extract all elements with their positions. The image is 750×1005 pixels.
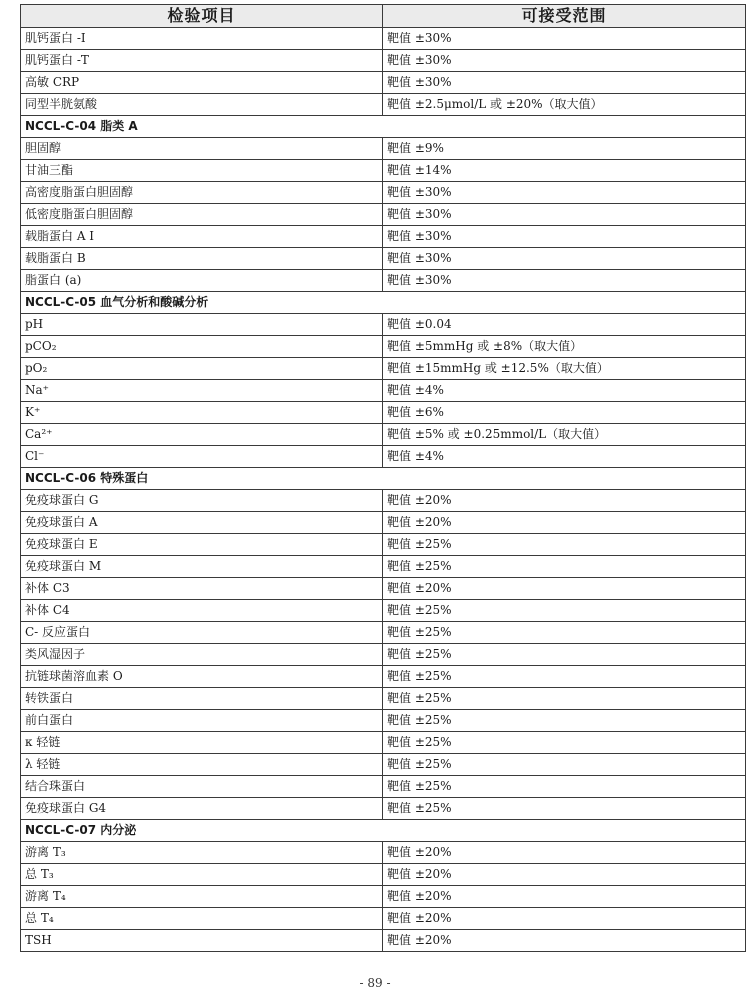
acceptable-range-cell: 靶值 ±25% xyxy=(383,710,746,732)
acceptable-range-cell: 靶值 ±30% xyxy=(383,50,746,72)
acceptable-range-cell: 靶值 ±4% xyxy=(383,446,746,468)
acceptable-range-cell: 靶值 ±25% xyxy=(383,732,746,754)
acceptable-range-cell: 靶值 ±25% xyxy=(383,534,746,556)
table-row xyxy=(21,72,746,94)
section-row xyxy=(21,116,746,138)
section-row xyxy=(21,292,746,314)
acceptable-range-cell: 靶值 ±30% xyxy=(383,270,746,292)
table-row xyxy=(21,622,746,644)
acceptable-range-cell: 靶值 ±2.5μmol/L 或 ±20%（取大值） xyxy=(383,94,746,116)
test-item-cell: 免疫球蛋白 G xyxy=(21,490,383,512)
acceptable-range-cell: 靶值 ±25% xyxy=(383,600,746,622)
test-item-cell: pO₂ xyxy=(21,358,383,380)
acceptable-range-cell: 靶值 ±20% xyxy=(383,490,746,512)
table-row xyxy=(21,534,746,556)
table-row xyxy=(21,446,746,468)
acceptable-range-cell: 靶值 ±15mmHg 或 ±12.5%（取大值） xyxy=(383,358,746,380)
table-row xyxy=(21,556,746,578)
test-item-cell: Na⁺ xyxy=(21,380,383,402)
acceptable-range-cell: 靶值 ±20% xyxy=(383,578,746,600)
acceptable-range-cell: 靶值 ±5mmHg 或 ±8%（取大值） xyxy=(383,336,746,358)
table-row xyxy=(21,688,746,710)
table-row xyxy=(21,380,746,402)
table-row xyxy=(21,908,746,930)
acceptable-range-cell: 靶值 ±25% xyxy=(383,776,746,798)
table-row xyxy=(21,226,746,248)
test-item-cell: 脂蛋白 (a) xyxy=(21,270,383,292)
test-item-cell: pH xyxy=(21,314,383,336)
table-row xyxy=(21,94,746,116)
table-row xyxy=(21,732,746,754)
table-row xyxy=(21,204,746,226)
test-item-cell: 补体 C3 xyxy=(21,578,383,600)
table-row xyxy=(21,710,746,732)
acceptable-range-cell: 靶值 ±25% xyxy=(383,644,746,666)
acceptable-range-cell: 靶值 ±20% xyxy=(383,864,746,886)
test-item-cell: 甘油三酯 xyxy=(21,160,383,182)
table-row xyxy=(21,754,746,776)
acceptable-range-cell: 靶值 ±25% xyxy=(383,666,746,688)
table-row xyxy=(21,182,746,204)
test-item-cell: 免疫球蛋白 M xyxy=(21,556,383,578)
acceptable-range-cell: 靶值 ±14% xyxy=(383,160,746,182)
table-row xyxy=(21,160,746,182)
page-number: - 89 - xyxy=(359,976,391,990)
test-item-cell: 高敏 CRP xyxy=(21,72,383,94)
test-item-cell: 抗链球菌溶血素 O xyxy=(21,666,383,688)
test-item-cell: 载脂蛋白 B xyxy=(21,248,383,270)
table-row xyxy=(21,28,746,50)
acceptable-range-cell: 靶值 ±25% xyxy=(383,754,746,776)
acceptable-range-cell: 靶值 ±25% xyxy=(383,688,746,710)
acceptable-range-cell: 靶值 ±20% xyxy=(383,908,746,930)
test-item-cell: 游离 T₃ xyxy=(21,842,383,864)
table-row xyxy=(21,402,746,424)
section-label: NCCL-C-05 血气分析和酸碱分析 xyxy=(21,292,746,314)
acceptable-range-cell: 靶值 ±20% xyxy=(383,842,746,864)
table-row xyxy=(21,138,746,160)
acceptable-range-cell: 靶值 ±25% xyxy=(383,556,746,578)
test-item-cell: 肌钙蛋白 -T xyxy=(21,50,383,72)
test-item-cell: κ 轻链 xyxy=(21,732,383,754)
test-item-cell: Cl⁻ xyxy=(21,446,383,468)
acceptable-range-cell: 靶值 ±20% xyxy=(383,886,746,908)
table-row xyxy=(21,578,746,600)
acceptable-range-cell: 靶值 ±20% xyxy=(383,930,746,952)
test-item-cell: 类风湿因子 xyxy=(21,644,383,666)
section-label: NCCL-C-07 内分泌 xyxy=(21,820,746,842)
acceptable-range-cell: 靶值 ±30% xyxy=(383,72,746,94)
test-item-cell: Ca²⁺ xyxy=(21,424,383,446)
table-row xyxy=(21,248,746,270)
acceptable-range-cell: 靶值 ±20% xyxy=(383,512,746,534)
table-header xyxy=(21,5,746,28)
header-acceptable-range: 可接受范围 xyxy=(383,5,746,28)
table-row xyxy=(21,930,746,952)
test-item-cell: 低密度脂蛋白胆固醇 xyxy=(21,204,383,226)
test-item-cell: 补体 C4 xyxy=(21,600,383,622)
header-row xyxy=(21,5,746,28)
acceptable-range-cell: 靶值 ±30% xyxy=(383,182,746,204)
test-item-cell: λ 轻链 xyxy=(21,754,383,776)
acceptable-range-cell: 靶值 ±4% xyxy=(383,380,746,402)
test-item-cell: 高密度脂蛋白胆固醇 xyxy=(21,182,383,204)
header-test-item: 检验项目 xyxy=(21,5,383,28)
test-item-cell: 结合珠蛋白 xyxy=(21,776,383,798)
table-row xyxy=(21,776,746,798)
section-label: NCCL-C-06 特殊蛋白 xyxy=(21,468,746,490)
acceptance-range-table xyxy=(20,4,746,952)
table-row xyxy=(21,314,746,336)
table-row xyxy=(21,50,746,72)
table-row xyxy=(21,512,746,534)
test-item-cell: 总 T₄ xyxy=(21,908,383,930)
test-item-cell: TSH xyxy=(21,930,383,952)
section-row xyxy=(21,468,746,490)
acceptable-range-cell: 靶值 ±30% xyxy=(383,248,746,270)
table-row xyxy=(21,336,746,358)
acceptable-range-cell: 靶值 ±30% xyxy=(383,204,746,226)
acceptable-range-cell: 靶值 ±30% xyxy=(383,226,746,248)
test-item-cell: K⁺ xyxy=(21,402,383,424)
document-page xyxy=(20,4,745,952)
test-item-cell: 载脂蛋白 A Ⅰ xyxy=(21,226,383,248)
table-row xyxy=(21,644,746,666)
acceptable-range-cell: 靶值 ±9% xyxy=(383,138,746,160)
test-item-cell: 总 T₃ xyxy=(21,864,383,886)
table-row xyxy=(21,270,746,292)
table-row xyxy=(21,886,746,908)
section-row xyxy=(21,820,746,842)
test-item-cell: 肌钙蛋白 -I xyxy=(21,28,383,50)
table-row xyxy=(21,600,746,622)
test-item-cell: 免疫球蛋白 E xyxy=(21,534,383,556)
test-item-cell: C- 反应蛋白 xyxy=(21,622,383,644)
table-row xyxy=(21,842,746,864)
acceptable-range-cell: 靶值 ±6% xyxy=(383,402,746,424)
table-row xyxy=(21,798,746,820)
table-row xyxy=(21,666,746,688)
table-body xyxy=(21,28,746,952)
test-item-cell: 胆固醇 xyxy=(21,138,383,160)
table-row xyxy=(21,358,746,380)
table-row xyxy=(21,490,746,512)
acceptable-range-cell: 靶值 ±0.04 xyxy=(383,314,746,336)
acceptable-range-cell: 靶值 ±5% 或 ±0.25mmol/L（取大值） xyxy=(383,424,746,446)
table-row xyxy=(21,864,746,886)
test-item-cell: 免疫球蛋白 A xyxy=(21,512,383,534)
test-item-cell: 免疫球蛋白 G4 xyxy=(21,798,383,820)
test-item-cell: pCO₂ xyxy=(21,336,383,358)
acceptable-range-cell: 靶值 ±30% xyxy=(383,28,746,50)
acceptable-range-cell: 靶值 ±25% xyxy=(383,798,746,820)
test-item-cell: 游离 T₄ xyxy=(21,886,383,908)
acceptable-range-cell: 靶值 ±25% xyxy=(383,622,746,644)
test-item-cell: 前白蛋白 xyxy=(21,710,383,732)
table-row xyxy=(21,424,746,446)
test-item-cell: 转铁蛋白 xyxy=(21,688,383,710)
test-item-cell: 同型半胱氨酸 xyxy=(21,94,383,116)
section-label: NCCL-C-04 脂类 A xyxy=(21,116,746,138)
